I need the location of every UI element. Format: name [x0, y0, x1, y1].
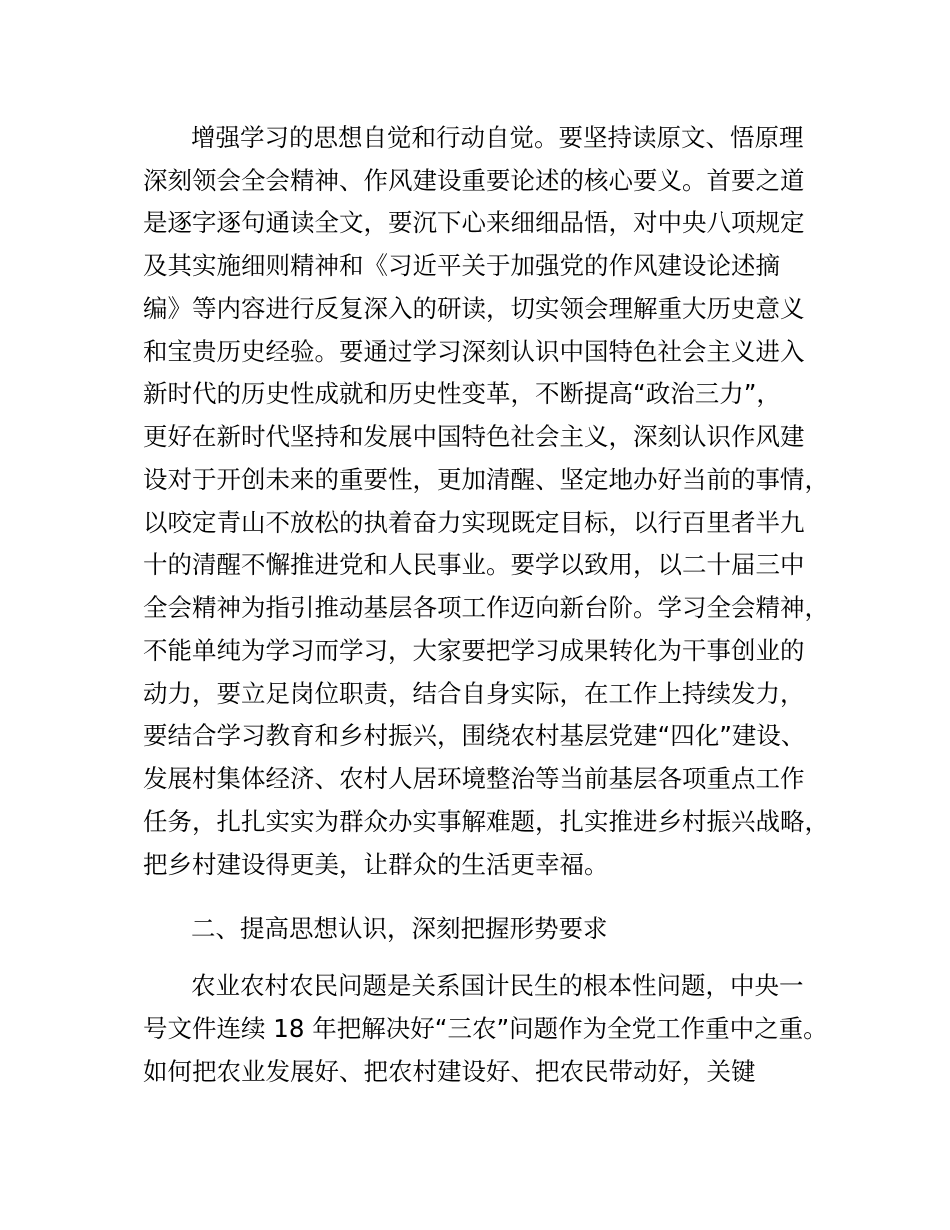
paragraph-line: 要结合学习教育和乡村振兴，围绕农村基层党建“四化”建设、 [143, 721, 806, 750]
paragraph-line: 如何把农业发展好、把农村建设好、把农民带动好，关键 [143, 1057, 756, 1086]
paragraph-line: 动力，要立足岗位职责，结合自身实际，在工作上持续发力， [143, 679, 805, 708]
paragraph-line: 和宝贵历史经验。要通过学习深刻认识中国特色社会主义进入 [143, 337, 805, 366]
paragraph-line: 新时代的历史性成就和历史性变革，不断提高“政治三力”， [143, 379, 781, 408]
paragraph-line: 任务，扎扎实实为群众办实事解难题，扎实推进乡村振兴战略， [143, 807, 829, 836]
paragraph-line: 以咬定青山不放松的执着奋力实现既定目标，以行百里者半九 [143, 508, 805, 537]
paragraph-line: 十的清醒不懈推进党和人民事业。要学以致用，以二十届三中 [143, 550, 805, 579]
paragraph-line: 发展村集体经济、农村人居环境整治等当前基层各项重点工作 [143, 764, 805, 793]
paragraph-line: 编》等内容进行反复深入的研读，切实领会理解重大历史意义 [143, 294, 805, 323]
section-heading: 二、提高思想认识，深刻把握形势要求 [191, 914, 608, 943]
paragraph-line: 农业农村农民问题是关系国计民生的根本性问题，中央一 [191, 971, 804, 1000]
paragraph-line: 更好在新时代坚持和发展中国特色社会主义，深刻认识作风建 [143, 422, 805, 451]
paragraph-line: 设对于开创未来的重要性，更加清醒、坚定地办好当前的事情， [143, 465, 829, 494]
paragraph-line: 把乡村建设得更美，让群众的生活更幸福。 [143, 850, 609, 879]
paragraph-line: 全会精神为指引推动基层各项工作迈向新台阶。学习全会精神， [143, 593, 829, 622]
paragraph-line: 及其实施细则精神和《习近平关于加强党的作风建设论述摘 [143, 251, 780, 280]
paragraph-line: 增强学习的思想自觉和行动自觉。要坚持读原文、悟原理 [191, 123, 804, 152]
paragraph-line: 深刻领会全会精神、作风建设重要论述的核心要义。首要之道 [143, 166, 805, 195]
paragraph-line: 不能单纯为学习而学习，大家要把学习成果转化为干事创业的 [143, 636, 805, 665]
paragraph-line: 是逐字逐句通读全文，要沉下心来细细品悟，对中央八项规定 [143, 208, 805, 237]
paragraph-line: 号文件连续 18 年把解决好“三农”问题作为全党工作重中之重。 [143, 1014, 828, 1043]
